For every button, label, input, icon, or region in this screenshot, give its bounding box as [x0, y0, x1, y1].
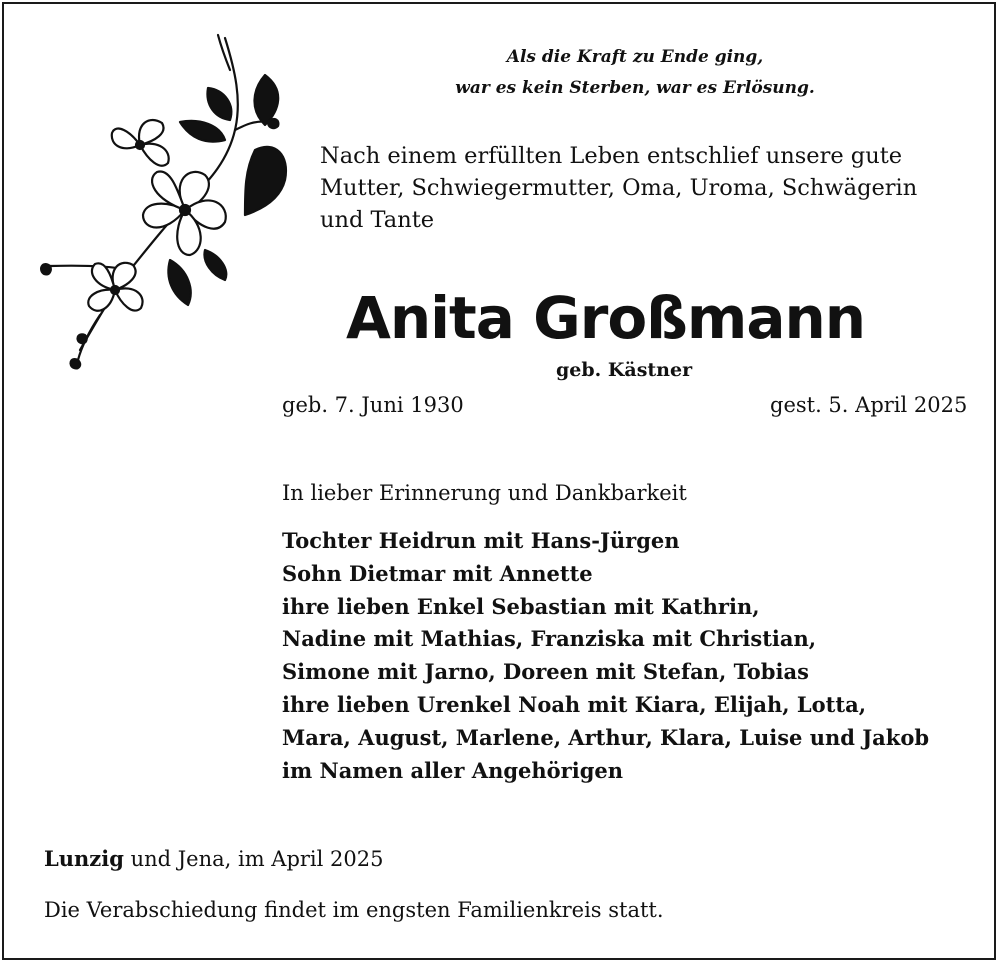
mourner-line: im Namen aller Angehörigen: [282, 757, 624, 783]
floral-branch-icon: [30, 30, 300, 375]
mourner-line: ihre lieben Urenkel Noah mit Kiara, Elijah, Lotta,: [282, 691, 867, 717]
mourner-line: Nadine mit Mathias, Franziska mit Christian,: [282, 626, 817, 652]
mourner-line: Sohn Dietmar mit Annette: [282, 560, 593, 586]
epigraph-line-2: war es kein Sterben, war es Erlösung.: [455, 78, 815, 98]
place-rest: und Jena, im April 2025: [123, 847, 384, 871]
mourner-line: Mara, August, Marlene, Arthur, Klara, Luise und Jakob: [282, 724, 930, 750]
place-town: Lunzig: [44, 846, 124, 871]
remembrance-line: In lieber Erinnerung und Dankbarkeit: [282, 481, 687, 505]
epigraph: [440, 42, 830, 104]
epigraph-line-1: Als die Kraft zu Ende ging,: [506, 47, 764, 67]
death-date: gest. 5. April 2025: [770, 393, 968, 417]
place-and-date: [44, 843, 383, 875]
mourner-line: Simone mit Jarno, Doreen mit Stefan, Tobias: [282, 659, 809, 685]
intro-line-3: und Tante: [320, 207, 435, 233]
mourner-line: Tochter Heidrun mit Hans-Jürgen: [282, 528, 680, 553]
intro-text: [320, 140, 917, 236]
intro-line-1: Nach einem erfüllten Leben entschlief unsere gute: [320, 143, 903, 169]
intro-line-2: Mutter, Schwiegermutter, Oma, Uroma, Schwägerin: [320, 175, 918, 201]
farewell-note: Die Verabschiedung findet im engsten Familienkreis statt.: [44, 898, 664, 922]
birth-date: geb. 7. Juni 1930: [282, 393, 464, 417]
deceased-name: Anita Großmann: [346, 284, 866, 352]
mourner-line: ihre lieben Enkel Sebastian mit Kathrin,: [282, 593, 760, 619]
mourners-list: [282, 525, 929, 787]
maiden-name: geb. Kästner: [556, 359, 693, 381]
